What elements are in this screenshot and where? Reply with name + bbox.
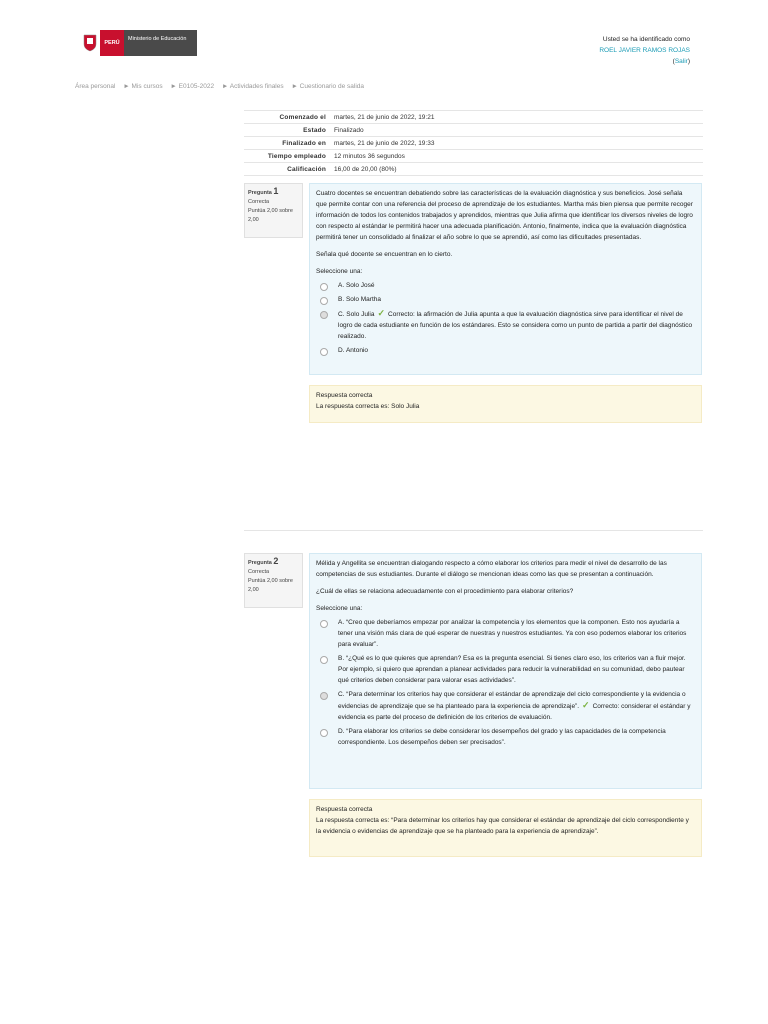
identified-text: Usted se ha identificado como xyxy=(602,36,690,43)
summary-label: Finalizado en xyxy=(282,139,326,147)
radio-button-selected[interactable] xyxy=(320,311,328,319)
user-name-link[interactable]: ROEL JAVIER RAMOS ROJAS xyxy=(599,47,690,54)
breadcrumb-item[interactable]: ► E0105-2022 xyxy=(170,83,215,90)
breadcrumb-item[interactable]: ► Actividades finales xyxy=(221,83,284,90)
summary-label: Tiempo empleado xyxy=(267,152,326,160)
radio-button[interactable] xyxy=(320,283,328,291)
answer-option-a[interactable]: A. Solo José xyxy=(320,280,695,291)
option-feedback: Correcto: la afirmación de Julia apunta a que la evaluación diagnóstica sirve para identificar el nivel de logro de cada estudiante en función de los estándares. Esto se considera como un punto de partida a partir del diagnóstico realizado. xyxy=(338,311,693,340)
correct-answer-text: La respuesta correcta es: “Para determinar los criterios hay que considerar el estándar de aprendizaje del ciclo correspondiente y la evidencia o evidencias de aprendizaje que se ha planteado para la experiencia de aprendizaje”. xyxy=(316,817,689,835)
answer-option-b[interactable]: B. Solo Martha xyxy=(320,294,695,305)
summary-value: martes, 21 de junio de 2022, 19:33 xyxy=(334,139,435,147)
question-score: Puntúa 2,00 sobre 2,00 xyxy=(248,208,293,223)
question-info-2 xyxy=(244,553,303,608)
question-prompt: ¿Cuál de ellas se relaciona adecuadamente con el procedimiento para elaborar criterios? xyxy=(316,588,574,595)
question-score: Puntúa 2,00 sobre 2,00 xyxy=(248,578,293,593)
breadcrumb-item[interactable]: ► Cuestionario de salida xyxy=(291,83,364,90)
answer-option-c[interactable]: C. “Para determinar los criterios hay que considerar el estándar de aprendizaje del ciclo correspondiente y la evidencia o evidencias de aprendizaje que se ha planteado para la experiencia de aprendizaje”. ✓ Correcto: considerar el estándar y evidencia es parte del proceso de definición de los criterios de evaluación. xyxy=(320,689,695,723)
summary-row xyxy=(244,162,703,176)
option-feedback: Correcto: considerar el estándar y evidencia es parte del proceso de definición de los criterios de evaluación. xyxy=(338,703,691,721)
radio-button[interactable] xyxy=(320,620,328,628)
radio-button[interactable] xyxy=(320,656,328,664)
summary-row xyxy=(244,110,703,123)
summary-row xyxy=(244,149,703,162)
correct-answer-title: Respuesta correcta xyxy=(316,392,373,399)
minedu-logo xyxy=(80,30,197,56)
question-status: Correcta xyxy=(248,199,270,205)
breadcrumb-item[interactable]: ► Mis cursos xyxy=(123,83,163,90)
summary-value: Finalizado xyxy=(334,126,364,134)
question-info-1 xyxy=(244,183,303,238)
question-content-1 xyxy=(309,183,702,375)
radio-button[interactable] xyxy=(320,297,328,305)
breadcrumb-item[interactable]: Área personal xyxy=(75,83,116,90)
correct-answer-box-1 xyxy=(309,385,702,423)
answer-option-d[interactable]: D. “Para elaborar los criterios se debe considerar los desempeños del grado y las capacidades de la competencia correspondiente. Los desempeños deben ser precisados”. xyxy=(320,726,695,748)
summary-value: martes, 21 de junio de 2022, 19:21 xyxy=(334,113,435,121)
coat-of-arms-icon xyxy=(80,30,100,56)
breadcrumb xyxy=(75,83,370,90)
page-divider xyxy=(244,530,703,531)
question-number: Pregunta 2 xyxy=(248,556,279,566)
question-status: Correcta xyxy=(248,569,270,575)
select-one-label: Seleccione una: xyxy=(316,605,363,612)
logo-country: PERÚ xyxy=(100,30,124,56)
summary-row xyxy=(244,136,703,149)
attempt-summary-table xyxy=(244,110,703,176)
question-prompt: Señala qué docente se encuentran en lo cierto. xyxy=(316,251,453,258)
answer-option-c[interactable]: C. Solo Julia ✓ Correcto: la afirmación de Julia apunta a que la evaluación diagnóstica sirve para identificar el nivel de logro de cada estudiante en función de los estándares. Esto se considera como un punto de partida a partir del diagnóstico realizado. xyxy=(320,308,695,342)
answer-option-a[interactable]: A. “Creo que deberíamos empezar por analizar la competencia y los elementos que la componen. Esto nos ayudaría a tener una visión más clara de qué esperar de nuestras y nuestros estudiantes. Ya con eso podemos elaborar los criterios para evaluar”. xyxy=(320,617,695,650)
correct-answer-box-2 xyxy=(309,799,702,857)
answer-option-d[interactable]: D. Antonio xyxy=(320,345,695,356)
logo-ministry: Ministerio de Educación xyxy=(124,30,197,56)
summary-label: Calificación xyxy=(287,165,326,173)
summary-label: Comenzado el xyxy=(279,113,326,121)
checkmark-icon: ✓ xyxy=(582,700,590,710)
summary-value: 16,00 de 20,00 (80%) xyxy=(334,165,397,173)
question-text: Mélida y Angellita se encuentran dialogando respecto a cómo elaborar los criterios para medir el nivel de desarrollo de las competencias de sus estudiantes. Durante el diálogo se mencionan ideas como las que se presentan a continuación. xyxy=(316,560,667,578)
question-number: Pregunta 1 xyxy=(248,186,279,196)
answer-option-b[interactable]: B. “¿Qué es lo que quieres que aprendan? Esa es la pregunta esencial. Si tienes claro eso, los criterios van a fluir mejor. Por ejemplo, si quiero que aprendan a planear actividades para reducir la vulnerabilidad en su comunidad, debo pautear qué criterios deben considerar para valorar esas actividades”. xyxy=(320,653,695,686)
checkmark-icon: ✓ xyxy=(377,308,386,318)
radio-button[interactable] xyxy=(320,348,328,356)
question-content-2 xyxy=(309,553,702,789)
select-one-label: Seleccione una: xyxy=(316,268,363,275)
user-info: Usted se ha identificado como ROEL JAVIER RAMOS ROJAS (Salir) xyxy=(599,36,690,65)
question-text: Cuatro docentes se encuentran debatiendo sobre las características de la evaluación diagnóstica y sus beneficios. José señala que permite contar con una referencia del proceso de aprendizaje de los estudiantes. Martha más bien piensa que permite recoger información de todos los contenidos trabajados y aprendidos, mientras que Julia afirma que identificar los diversos niveles de logro con respecto al estándar le permitirá hacer una adecuada planificación. Antonio, finalmente, indica que la evaluación diagnóstica permitirá tener un consolidado al finalizar el año sobre lo que se aprendió, así como las dificultades presentadas. xyxy=(316,190,693,241)
summary-value: 12 minutos 36 segundos xyxy=(334,152,405,160)
summary-label: Estado xyxy=(303,126,326,134)
radio-button[interactable] xyxy=(320,729,328,737)
radio-button-selected[interactable] xyxy=(320,692,328,700)
correct-answer-title: Respuesta correcta xyxy=(316,806,373,813)
summary-row xyxy=(244,123,703,136)
logout-link[interactable]: Salir xyxy=(674,58,688,65)
correct-answer-text: La respuesta correcta es: Solo Julia xyxy=(316,403,420,410)
